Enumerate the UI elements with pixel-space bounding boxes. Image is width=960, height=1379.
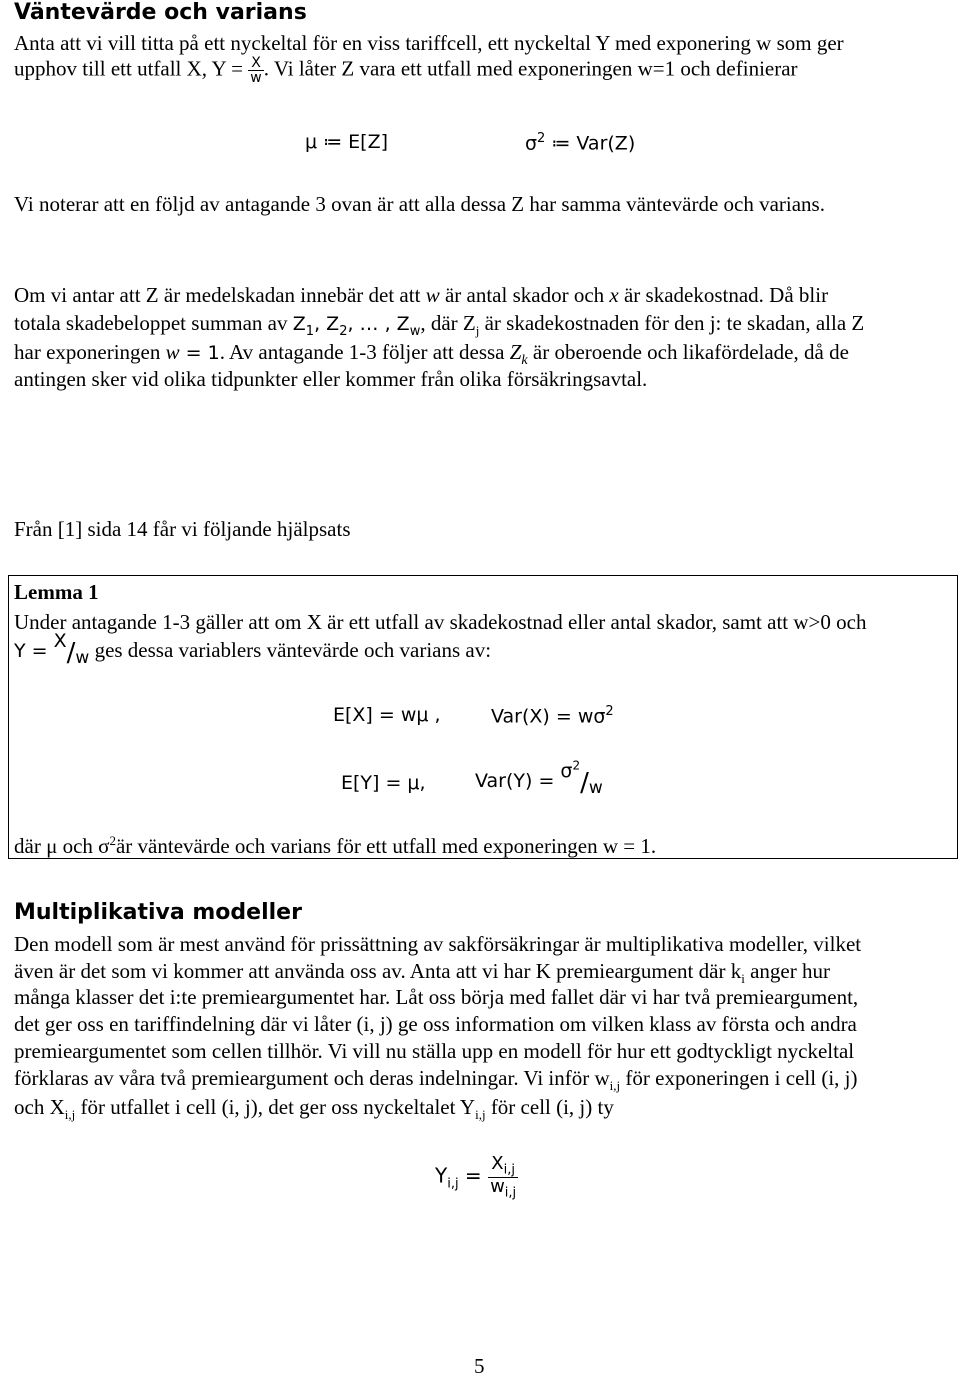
section-heading-vantevarde: Väntevärde och varians — [14, 0, 307, 25]
text-segment: . Vi låter Z vara ett utfall med exponeringen w=1 och definierar — [263, 56, 798, 81]
text-segment: och X — [14, 1095, 65, 1119]
text-segment: är antal skador och — [439, 283, 610, 307]
subscript: i — [741, 971, 745, 987]
equation-varx — [491, 704, 614, 727]
paragraph-line — [14, 340, 849, 369]
paragraph-line-with-fraction — [14, 56, 798, 85]
text-segment: ges dessa variablers väntevärde och varians av: — [89, 638, 492, 662]
superscript: 2 — [537, 131, 546, 146]
paragraph-line: premieargumentet som cellen tillhör. Vi vill nu ställa upp en modell för hur ett godtyckligt nyckeltal — [14, 1039, 855, 1063]
equation-vary — [475, 758, 603, 798]
paragraph-line: många klasser det i:te premieargumentet har. Låt oss börja med fallet där vi har två premieargument, — [14, 985, 859, 1009]
math-var: Z — [292, 313, 306, 335]
subscript: i,j — [64, 1107, 76, 1123]
text-segment: även är det som vi kommer att använda oss av. Anta att vi har K premieargument där k — [14, 959, 742, 983]
paragraph-line: Från [1] sida 14 får vi följande hjälpsats — [14, 517, 351, 541]
paragraph-line: antingen sker vid olika tidpunkter eller kommer från olika försäkringsavtal. — [14, 367, 648, 391]
fraction-slash: / — [66, 638, 76, 668]
subscript: i,j — [475, 1107, 486, 1123]
text-segment: Om vi antar att Z är medelskadan innebär det att — [14, 283, 426, 307]
equation-ex: E[X] = wμ , — [333, 704, 441, 726]
text-segment: har exponeringen — [14, 340, 166, 364]
paragraph-line — [14, 1095, 614, 1123]
subscript: w — [409, 323, 421, 339]
math-var: w — [165, 340, 180, 364]
definition-rhs: ≔ Var(Z) — [545, 132, 636, 155]
subscript: i,j — [609, 1078, 621, 1094]
math-sep: , … , Z — [347, 313, 410, 335]
lemma-line-with-fraction — [14, 630, 492, 668]
fraction-denominator: w — [75, 648, 90, 668]
section-heading-multiplikativa: Multiplikativa modeller — [14, 900, 302, 925]
fraction-denominator — [488, 1175, 518, 1201]
equation-ey: E[Y] = μ, — [341, 772, 426, 794]
math-var: w — [425, 283, 440, 307]
fraction-numerator: X — [53, 630, 67, 652]
fraction-x-over-w — [248, 56, 263, 85]
equals-sign: = — [458, 1163, 489, 1188]
subscript: 2 — [339, 323, 348, 339]
subscript: i,j — [504, 1185, 517, 1201]
text-segment: anger hur — [744, 959, 830, 983]
fraction-numerator — [488, 1155, 518, 1178]
definition-mu: μ ≔ E[Z] — [305, 131, 389, 153]
subscript: j — [475, 323, 480, 339]
subscript: 1 — [305, 323, 315, 339]
math-var: Z — [509, 340, 522, 364]
fraction-numerator: X — [248, 56, 263, 71]
equation-text: Var(Y) = — [475, 770, 561, 792]
fraction-numerator — [560, 760, 580, 782]
math-lhs: Y = — [14, 640, 54, 662]
math-var: x — [609, 283, 619, 307]
text-segment: för cell (i, j) ty — [485, 1095, 614, 1119]
math-var: w — [490, 1175, 505, 1197]
lemma-line: Under antagande 1-3 gäller att om X är ett utfall av skadekostnad eller antal skador, samt att w>0 och — [14, 610, 867, 634]
math-sep: , Z — [314, 313, 340, 335]
equation-lhs: Y — [435, 1163, 448, 1188]
superscript: 2 — [605, 704, 614, 719]
sigma-symbol: σ — [560, 760, 573, 782]
paragraph-line — [14, 959, 830, 987]
superscript: 2 — [109, 833, 116, 848]
paragraph-line: det ger oss en tariffindelning där vi låter (i, j) ge oss information om vilken klass av första och andra — [14, 1012, 857, 1036]
equation-yij — [435, 1155, 518, 1199]
subscript: i,j — [447, 1176, 459, 1192]
paragraph-line: Den modell som är mest använd för prissättning av sakförsäkringar är multiplikativa modeller, vilket — [14, 932, 862, 956]
math-var: X — [491, 1153, 504, 1174]
sigma-symbol: σ — [525, 132, 538, 155]
text-segment: för utfallet i cell (i, j), det ger oss nyckeltalet Y — [75, 1095, 476, 1119]
lemma-line — [14, 833, 656, 859]
text-segment: totala skadebeloppet summan av — [14, 311, 293, 335]
paragraph-line: Anta att vi vill titta på ett nyckeltal för en viss tariffcell, ett nyckeltal Y med exponering w som ger — [14, 31, 844, 55]
page-number: 5 — [474, 1354, 485, 1378]
text-segment: för exponeringen i cell (i, j) — [620, 1066, 858, 1090]
fraction-xij-over-wij — [488, 1155, 518, 1199]
text-segment: förklaras av våra två premieargument och deras indelningar. Vi inför w — [14, 1066, 610, 1090]
paragraph-line — [14, 1066, 857, 1094]
subscript: i,j — [503, 1162, 515, 1178]
text-segment: är skadekostnad. Då blir — [618, 283, 829, 307]
paragraph-line: Vi noterar att en följd av antagande 3 ovan är att alla dessa Z har samma väntevärde och varians. — [14, 192, 825, 216]
lemma-title: Lemma 1 — [14, 580, 99, 604]
text-segment: är oberoende och likafördelade, då de — [527, 340, 849, 364]
text-segment: där μ och σ — [14, 834, 110, 858]
fraction-denominator: w — [588, 778, 603, 798]
fraction-slash: / — [580, 768, 589, 798]
math-seq — [292, 313, 421, 339]
text-segment: , där Z — [420, 311, 476, 335]
slash-fraction — [53, 630, 90, 668]
subscript: k — [521, 353, 528, 369]
fraction-denominator: w — [250, 70, 262, 86]
paragraph-line — [14, 311, 864, 339]
text-segment: är skadekostnaden för den j: te skadan, alla Z — [479, 311, 865, 335]
equation-text: Var(X) = wσ — [491, 705, 606, 728]
text-segment: . Av antagande 1-3 följer att dessa — [219, 340, 510, 364]
paragraph-line — [14, 283, 828, 308]
definition-sigma — [525, 131, 635, 154]
text-segment: upphov till ett utfall X, Y = — [14, 56, 244, 81]
superscript: 2 — [572, 758, 581, 773]
math-eq: = 1 — [179, 342, 220, 364]
text-segment: är väntevärde och varians för ett utfall med exponeringen w = 1. — [115, 834, 657, 858]
